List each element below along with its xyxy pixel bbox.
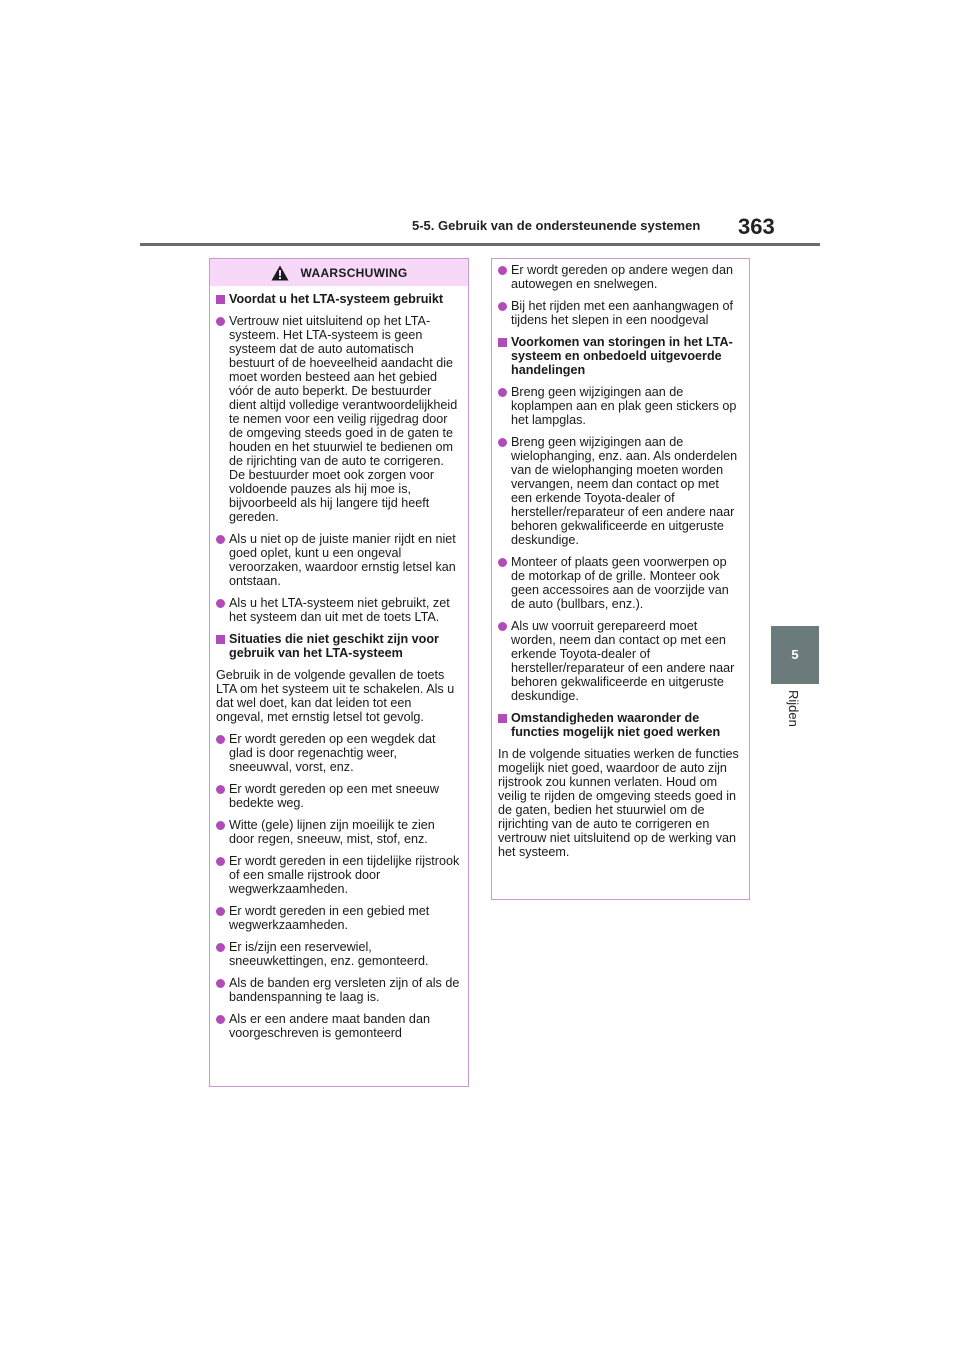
round-bullet-icon (498, 558, 507, 567)
list-item-text: Er wordt gereden in een gebied met wegwerkzaamheden. (229, 904, 430, 932)
list-item-text: Er wordt gereden in een tijdelijke rijstrook of een smalle rijstrook door wegwerkzaamheden. (229, 854, 460, 896)
list-item-text: Er wordt gereden op andere wegen dan autowegen en snelwegen. (511, 263, 733, 291)
warning-content-left (210, 286, 468, 1040)
list-item-text: Als de banden erg versleten zijn of als de bandenspanning te laag is. (229, 976, 460, 1004)
round-bullet-icon (216, 785, 225, 794)
section-heading (498, 711, 743, 739)
list-item (216, 732, 462, 774)
list-item-text: Als u het LTA-systeem niet gebruikt, zet het systeem dan uit met de toets LTA. (229, 596, 450, 624)
list-item (216, 818, 462, 846)
list-item-text: Er wordt gereden op een met sneeuw bedekte weg. (229, 782, 440, 810)
list-item-text: Monteer of plaats geen voorwerpen op de motorkap of de grille. Monteer ook geen accessoires aan de voorzijde van de auto (bullbars, enz.). (511, 555, 729, 611)
chapter-label: Rijden (786, 690, 801, 727)
list-item-text: Witte (gele) lijnen zijn moeilijk te zien door regen, sneeuw, mist, stof, enz. (229, 818, 435, 846)
warning-title: WAARSCHUWING (300, 265, 408, 280)
warning-header (210, 259, 468, 286)
section-heading-text: Omstandigheden waaronder de functies mogelijk niet goed werken (511, 711, 721, 739)
warning-content-right (492, 259, 749, 859)
list-item-text: Er is/zijn een reservewiel, sneeuwkettingen, enz. gemonteerd. (229, 940, 429, 968)
square-bullet-icon (498, 714, 507, 723)
round-bullet-icon (216, 735, 225, 744)
round-bullet-icon (216, 979, 225, 988)
round-bullet-icon (498, 388, 507, 397)
section-heading-text: Voordat u het LTA-systeem gebruikt (229, 292, 444, 306)
list-item (216, 314, 462, 524)
list-item (498, 299, 743, 327)
list-item (498, 385, 743, 427)
list-item (216, 1012, 462, 1040)
section-heading-text: Voorkomen van storingen in het LTA-systeem en onbedoeld uitgevoerde handelingen (511, 335, 733, 377)
section-heading (216, 292, 462, 306)
section-heading (498, 335, 743, 377)
list-item-text: Als u niet op de juiste manier rijdt en niet goed oplet, kunt u een ongeval veroorzaken, waardoor ernstig letsel kan ontstaan. (229, 532, 456, 588)
list-item (216, 782, 462, 810)
list-item-text: Bij het rijden met een aanhangwagen of tijdens het slepen in een noodgeval (511, 299, 733, 327)
list-item (216, 940, 462, 968)
round-bullet-icon (216, 535, 225, 544)
warning-triangle-icon (271, 265, 289, 281)
section-heading-text: Situaties die niet geschikt zijn voor gebruik van het LTA-systeem (229, 632, 439, 660)
section-title: 5-5. Gebruik van de ondersteunende systemen (412, 218, 701, 233)
round-bullet-icon (216, 943, 225, 952)
list-item (498, 619, 743, 703)
header-divider (140, 243, 820, 246)
round-bullet-icon (498, 302, 507, 311)
list-item (216, 596, 462, 624)
round-bullet-icon (216, 599, 225, 608)
list-item-text: Breng geen wijzigingen aan de wielophanging, enz. aan. Als onderdelen van de wielophanging moeten worden vervangen, neem dan contact op met een erkende Toyota-dealer of hersteller/reparateur of een andere naar behoren gekwalificeerde en uitgeruste deskundige. (511, 435, 738, 547)
square-bullet-icon (216, 635, 225, 644)
chapter-tab: 5 (771, 626, 819, 684)
section-heading (216, 632, 462, 660)
list-item (216, 532, 462, 588)
square-bullet-icon (216, 295, 225, 304)
round-bullet-icon (216, 907, 225, 916)
list-item-text: Breng geen wijzigingen aan de koplampen aan en plak geen stickers op het lampglas. (511, 385, 737, 427)
list-item (216, 976, 462, 1004)
round-bullet-icon (216, 1015, 225, 1024)
round-bullet-icon (216, 317, 225, 326)
list-item (216, 854, 462, 896)
paragraph: In de volgende situaties werken de functies mogelijk niet goed, waardoor de auto zijn rijstrook zou kunnen verlaten. Houd om veilig te rijden de omgeving steeds goed in de gaten, bedien het stuurwiel om de rijrichting van de auto te corrigeren en vertrouw niet uitsluitend op de werking van het systeem. (498, 747, 739, 859)
list-item-text: Als er een andere maat banden dan voorgeschreven is gemonteerd (229, 1012, 430, 1040)
list-item (498, 263, 743, 291)
list-item-text: Als uw voorruit gerepareerd moet worden, neem dan contact op met een erkende Toyota-dealer of hersteller/reparateur of een andere naar behoren gekwalificeerde en uitgeruste deskundige. (511, 619, 735, 703)
list-item (216, 904, 462, 932)
warning-box-right (491, 258, 750, 900)
list-item-text: Vertrouw niet uitsluitend op het LTA-systeem. Het LTA-systeem is geen systeem dat de auto automatisch bestuurt of de hoeveelheid aandacht die moet worden besteed aan het gebied vóór de auto beperkt. De bestuurder dient altijd volledige verantwoordelijkheid te nemen voor een veilig rijgedrag door de omgeving steeds goed in de gaten te houden en het stuurwiel te bedienen om de rijrichting van de auto te corrigeren. De bestuurder moet ook zorgen voor voldoende pauzes als hij moe is, bijvoorbeeld als hij langere tijd heeft gereden. (229, 314, 458, 524)
round-bullet-icon (216, 857, 225, 866)
square-bullet-icon (498, 338, 507, 347)
list-item (498, 555, 743, 611)
list-item (498, 435, 743, 547)
paragraph: Gebruik in de volgende gevallen de toets LTA om het systeem uit te schakelen. Als u dat wel doet, kan dat leiden tot een ongeval, met ernstig letsel tot gevolg. (216, 668, 455, 724)
list-item-text: Er wordt gereden op een wegdek dat glad is door regenachtig weer, sneeuwval, vorst, enz. (229, 732, 436, 774)
round-bullet-icon (216, 821, 225, 830)
round-bullet-icon (498, 438, 507, 447)
round-bullet-icon (498, 266, 507, 275)
page-number: 363 (738, 214, 775, 239)
round-bullet-icon (498, 622, 507, 631)
warning-box-left (209, 258, 469, 1087)
